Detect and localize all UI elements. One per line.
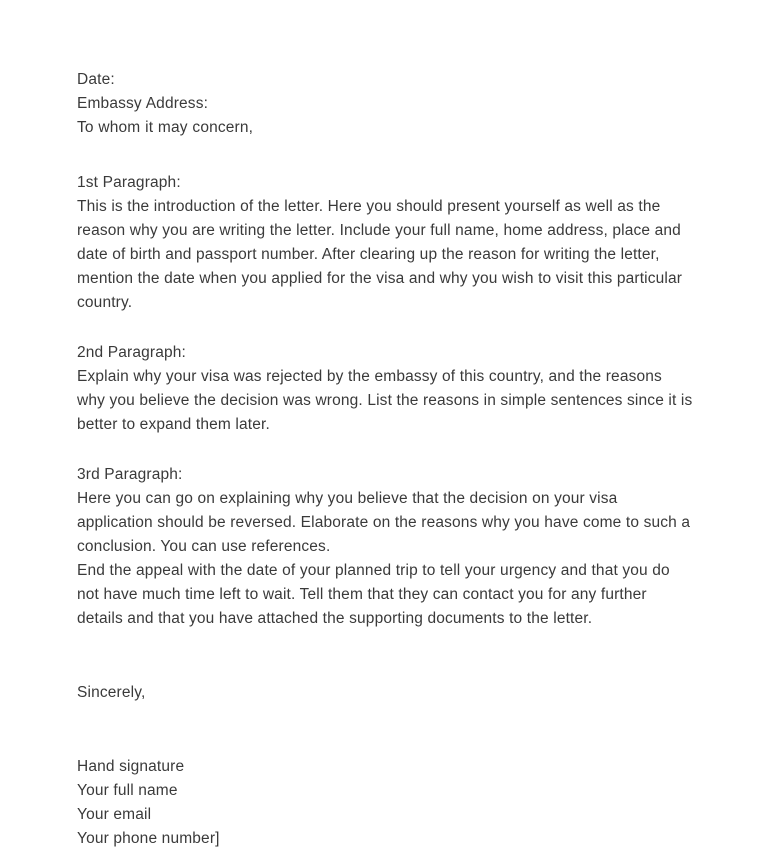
closing-valediction [77,681,693,705]
spacer-header-to-p1 [77,140,693,171]
spacer-p3-to-closing [77,631,693,681]
letter-header [77,68,693,140]
spacer-closing-to-signature [77,705,693,755]
spacer-p2-to-p3 [77,437,693,463]
paragraph-1-heading: 1st Paragraph: [77,174,181,191]
letter-body [77,68,693,851]
paragraph-3-body-continued: End the appeal with the date of your planned trip to tell your urgency and that you do not have much time left to wait. Tell them that they can contact you for any further details and that you have attached the supporting documents to the letter. [77,562,670,627]
section-paragraph-2 [77,341,693,437]
signature-block [77,755,693,851]
paragraph-3-body: Here you can go on explaining why you believe that the decision on your visa application should be reversed. Elaborate on the reasons why you have come to such a conclusion. You can use references. [77,490,691,555]
section-paragraph-3 [77,463,693,631]
section-paragraph-1 [77,171,693,315]
date-label: Date: [77,71,115,88]
signature-line-email: Your email [77,806,152,823]
salutation: To whom it may concern, [77,119,254,136]
paragraph-3-heading: 3rd Paragraph: [77,466,183,483]
spacer-p1-to-p2 [77,315,693,341]
embassy-address-label: Embassy Address: [77,95,209,112]
signature-line-hand-signature: Hand signature [77,758,185,775]
paragraph-2-body: Explain why your visa was rejected by the embassy of this country, and the reasons why you believe the decision was wrong. List the reasons in simple sentences since it is better to expand them later. [77,368,693,433]
signature-line-full-name: Your full name [77,782,178,799]
valediction: Sincerely, [77,684,146,701]
paragraph-1-body: This is the introduction of the letter. Here you should present yourself as well as the reason why you are writing the letter. Include your full name, home address, place and date of birth and passport number. After clearing up the reason for writing the letter, mention the date when you applied for the visa and why you wish to visit this particular country. [77,198,683,311]
paragraph-2-heading: 2nd Paragraph: [77,344,186,361]
signature-line-phone-number: Your phone number] [77,830,220,847]
